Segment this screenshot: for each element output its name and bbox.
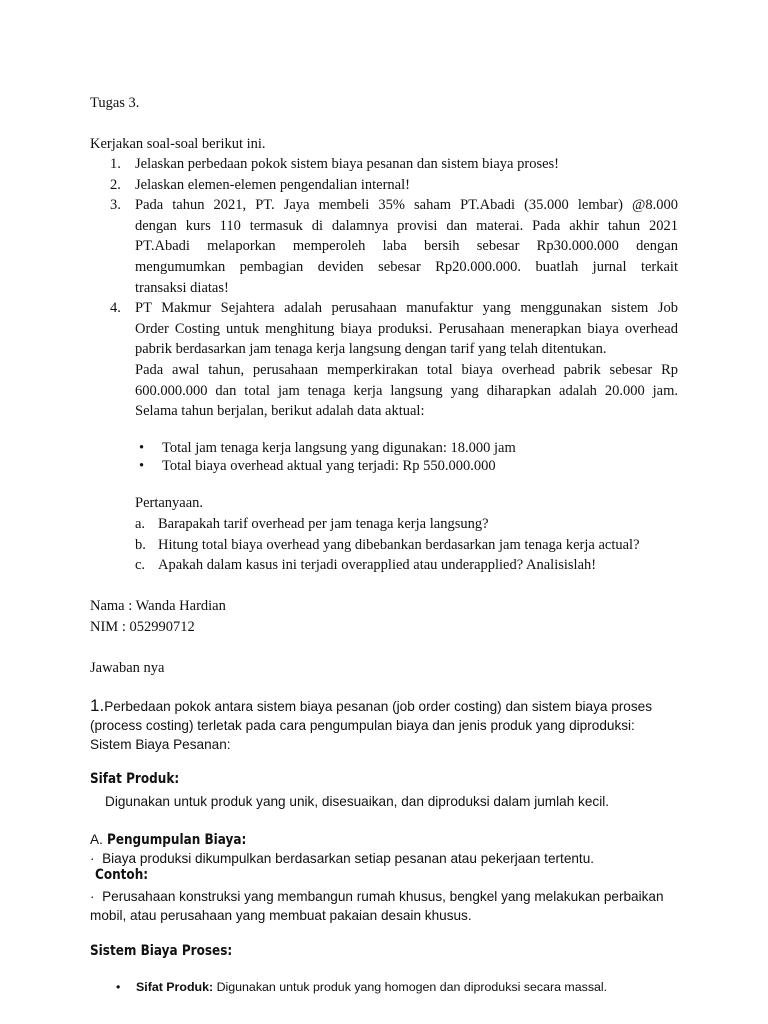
question-text: Jelaskan perbedaan pokok sistem biaya pesanan dan sistem biaya proses! (135, 156, 559, 172)
sub-question-text: Barapakah tarif overhead per jam tenaga kerja langsung? (158, 516, 489, 532)
pengumpulan-text: Biaya produksi dikumpulkan berdasarkan setiap pesanan atau pekerjaan tertentu. (102, 851, 595, 866)
proses-bullet-text: Digunakan untuk produk yang homogen dan diproduksi secara massal. (216, 980, 608, 994)
bullet-icon: • (116, 980, 121, 994)
list-item (135, 439, 516, 457)
question-line: Order Costing untuk menghitung biaya produksi. Perusahaan menerapkan biaya overhead (135, 320, 678, 337)
bullet-text: Total jam tenaga kerja langsung yang digunakan: 18.000 jam (162, 440, 516, 456)
question-line: PT.Abadi melaporkan memperoleh laba bersih sebesar Rp30.000.000 dengan (135, 238, 678, 255)
sifat-produk-text: Digunakan untuk produk yang unik, disesuaikan, dan diproduksi dalam jumlah kecil. (105, 794, 610, 809)
question-line: PT Makmur Sejahtera adalah perusahaan manufaktur yang menggunakan sistem Job (135, 300, 678, 317)
proses-bullet-label: Sifat Produk: (136, 980, 214, 994)
answer-heading: Jawaban nya (90, 660, 165, 676)
question-number: 4. (110, 300, 121, 317)
question-line: 600.000.000 dan total jam tenaga kerja langsung yang diharapkan adalah 20.000 jam. (135, 382, 678, 399)
answer-line: Perbedaan pokok antara sistem biaya pesanan (job order costing) dan sistem biaya proses (104, 699, 653, 714)
sifat-produk-heading: Sifat Produk: (90, 771, 180, 787)
contoh-line-1 (90, 887, 664, 906)
sub-question-text: Apakah dalam kasus ini terjadi overapplied atau underapplied? Analisislah! (158, 557, 597, 574)
question-number: 2. (110, 176, 121, 193)
middle-dot-icon: · (90, 851, 95, 866)
pertanyaan-label: Pertanyaan. (135, 495, 204, 511)
pengumpulan-heading: Pengumpulan Biaya: (106, 832, 246, 848)
question-item-1 (90, 154, 678, 175)
data-bullet-list (135, 439, 516, 475)
question-line: Selama tahun berjalan, berikut adalah data aktual: (135, 403, 425, 420)
bullet-icon: • (139, 440, 145, 456)
bullet-icon: • (139, 458, 145, 474)
contoh-text: Perusahaan konstruksi yang membangun rumah khusus, bengkel yang melakukan perbaikan (102, 889, 664, 904)
list-item (135, 457, 516, 475)
answer-line: Sistem Biaya Pesanan: (90, 737, 231, 752)
question-number: 1. (110, 156, 121, 172)
assignment-title: Tugas 3. (90, 95, 140, 111)
question-list (90, 154, 678, 422)
question-line: transaksi diatas! (135, 279, 229, 296)
question-line: mengumumkan pembagian deviden sebesar Rp20.000.000. buatlah jurnal terkait (135, 258, 678, 275)
sub-question-letter: c. (135, 557, 146, 574)
bullet-text: Total biaya overhead aktual yang terjadi: Rp 550.000.000 (162, 458, 496, 474)
answer-number: 1. (90, 696, 105, 715)
list-item (135, 514, 640, 535)
contoh-line-2: mobil, atau perusahaan yang membuat pakaian desain khusus. (90, 908, 472, 923)
question-number: 3. (110, 197, 121, 214)
question-line: Pada awal tahun, perusahaan memperkirakan total biaya overhead pabrik sebesar Rp (135, 361, 678, 378)
sub-question-list (135, 514, 640, 576)
sub-question-letter: b. (135, 536, 146, 553)
assignment-intro: Kerjakan soal-soal berikut ini. (90, 136, 266, 152)
list-item (135, 555, 640, 576)
question-item-3 (90, 195, 678, 298)
pengumpulan-row (90, 830, 269, 850)
student-name: Nama : Wanda Hardian (90, 598, 226, 614)
question-line: dengan kurs 110 termasuk di dalamnya provisi dan materai. Pada akhir tahun 2021 (135, 217, 678, 234)
question-item-2 (90, 175, 678, 196)
contoh-heading: Contoh: (95, 867, 149, 883)
question-line: Pada tahun 2021, PT. Jaya membeli 35% saham PT.Abadi (35.000 lembar) @8.000 (135, 197, 678, 214)
question-text: Jelaskan elemen-elemen pengendalian internal! (135, 176, 410, 193)
student-nim: NIM : 052990712 (90, 619, 195, 635)
proses-bullet-row (116, 980, 607, 994)
answer-1-paragraph (90, 696, 680, 754)
answer-line: (process costing) terletak pada cara pengumpulan biaya dan jenis produk yang diproduksi: (90, 718, 635, 733)
question-item-4 (90, 298, 678, 422)
sub-question-text: Hitung total biaya overhead yang dibebankan berdasarkan jam tenaga kerja actual? (158, 536, 640, 553)
sub-question-letter: a. (135, 516, 146, 532)
middle-dot-icon: · (90, 889, 95, 904)
question-line: pabrik berdasarkan jam tenaga kerja langsung dengan tarif yang telah ditentukan. (135, 341, 607, 358)
section-prefix: A. (90, 832, 103, 847)
sistem-biaya-proses-heading: Sistem Biaya Proses: (90, 943, 233, 959)
list-item (135, 535, 640, 556)
pengumpulan-text-row (90, 849, 594, 868)
